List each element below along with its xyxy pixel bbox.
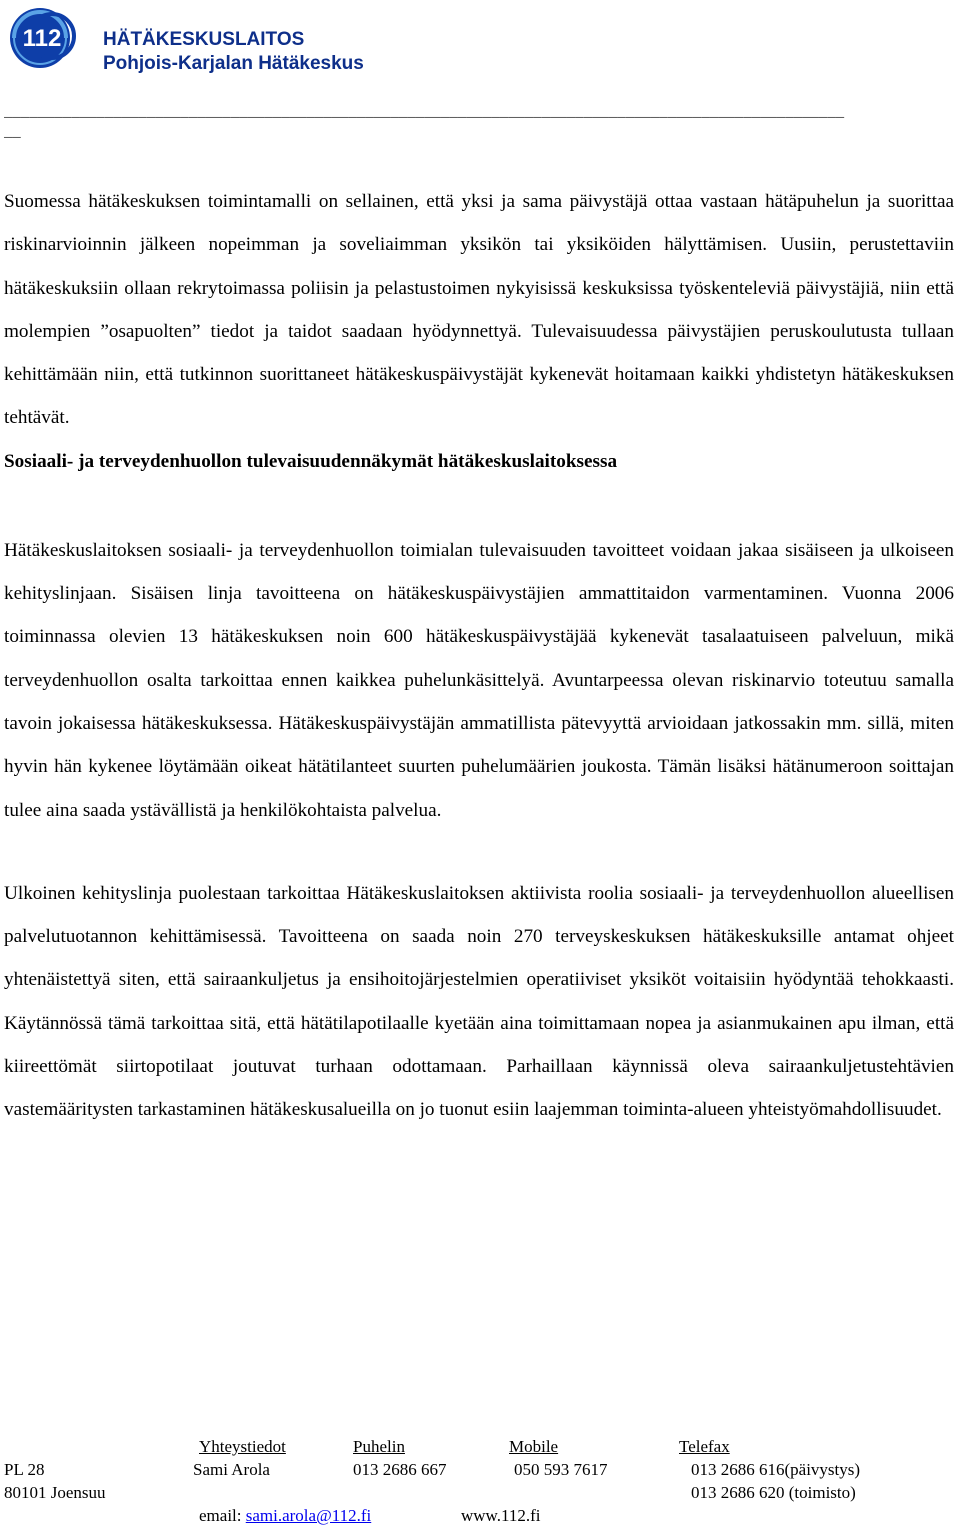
org-subtitle: Pohjois-Karjalan Hätäkeskus	[103, 53, 364, 74]
footer-contact-name: Sami Arola	[193, 1460, 270, 1479]
paragraph-2: Hätäkeskuslaitoksen sosiaali- ja terveydenhuollon toimialan tulevaisuuden tavoitteet voidaan jakaa sisäiseen ja ulkoiseen kehityslinjaan. Sisäisen linja tavoitteena on hätäkeskuspäivystäjien ammattitaidon varmentaminen. Vuonna 2006 toiminnassa olevien 13 hätäkeskuksen noin 600 hätäkeskuspäivystäjää kykenevät tasalaatuiseen palveluun, mikä terveydenhuollon osalta tarkoittaa ennen kaikkea puhelunkäsittelyä. Avuntarpeessa olevan riskinarvio toteutuu samalla tavoin jokaisessa hätäkeskuksessa. Hätäkeskuspäivystäjän ammatillista pätevyyttä arvioidaan jatkossakin mm. sillä, miten hyvin hän kykenee löytämään oikeat hätätilanteet suurten puhelumäärien joukosta. Tämän lisäksi hätänumeroon soittajan tulee aina saada ystävällistä ja henkilökohtaista palvelua.	[4, 539, 954, 821]
emergency-112-logo	[4, 6, 84, 70]
footer-email-row	[199, 1506, 371, 1526]
organization-name	[103, 28, 364, 76]
logo-text: 112	[22, 25, 62, 52]
org-title: HÄTÄKESKUSLAITOS	[103, 29, 305, 50]
footer-phone: 013 2686 667	[353, 1460, 447, 1479]
letterhead	[0, 0, 960, 80]
footer-fax-1: 013 2686 616(päivystys)	[691, 1460, 861, 1479]
footer-mobile-header: Mobile	[509, 1437, 559, 1456]
footer-email-label: email:	[199, 1506, 246, 1525]
footer-phone-header: Puhelin	[353, 1437, 405, 1456]
footer-address-line2: 80101 Joensuu	[4, 1483, 106, 1502]
footer-contact-header: Yhteystiedot	[199, 1437, 286, 1456]
footer-fax-header: Telefax	[679, 1437, 730, 1456]
document-body	[4, 180, 954, 1132]
footer-website[interactable]: www.112.fi	[461, 1506, 541, 1525]
header-divider: ____________________________________________________________________________________________________	[4, 106, 845, 120]
footer-email-link[interactable]: sami.arola@112.fi	[245, 1506, 372, 1525]
header-divider-tail: __	[4, 125, 21, 141]
contact-footer	[0, 1435, 960, 1534]
section-heading: Sosiaali- ja terveydenhuollon tulevaisuudennäkymät hätäkeskuslaitoksessa	[4, 450, 618, 472]
footer-address-line1: PL 28	[4, 1460, 45, 1479]
footer-mobile: 050 593 7617	[514, 1460, 608, 1479]
footer-fax-2: 013 2686 620 (toimisto)	[691, 1483, 856, 1502]
paragraph-3: Ulkoinen kehityslinja puolestaan tarkoittaa Hätäkeskuslaitoksen aktiivista roolia sosiaali- ja terveydenhuollon alueellisen palvelutuotannon kehittämisessä. Tavoitteena on saada noin 270 terveyskeskuksen hätäkeskuksille antamat ohjeet yhtenäistettyä siten, että sairaankuljetus ja ensihoitojärjestelmien operatiiviset yksiköt voitaisiin hyödyntää tehokkaasti. Käytännössä tämä tarkoittaa sitä, että hätätilapotilaalle kyetään aina toimittamaan nopea ja asianmukainen apu ilman, että kiireettömät siirtopotilaat joutuvat turhaan odottamaan. Parhaillaan käynnissä oleva sairaankuljetustehtävien vastemääritysten tarkastaminen hätäkeskusalueilla on jo tuonut esiin laajemman toiminta-alueen yhteistyömahdollisuudet.	[4, 882, 954, 1121]
paragraph-1: Suomessa hätäkeskuksen toimintamalli on sellainen, että yksi ja sama päivystäjä ottaa vastaan hätäpuhelun ja suorittaa riskinarvioinnin jälkeen nopeimman ja soveliaimman yksikön tai yksiköiden hälyttämisen. Uusiin, perustettaviin hätäkeskuksiin ollaan rekrytoimassa poliisin ja pelastustoimen nykyisissä keskuksissa työskenteleviä päivystäjiä, niin että molempien ”osapuolten” tiedot ja taidot saadaan hyödynnettyä. Tulevaisuudessa päivystäjien peruskoulutusta tullaan kehittämään niin, että tutkinnon suorittaneet hätäkeskuspäivystäjät kykenevät hoitamaan kaikki yhdistetyn hätäkeskuksen tehtävät.	[4, 191, 954, 429]
